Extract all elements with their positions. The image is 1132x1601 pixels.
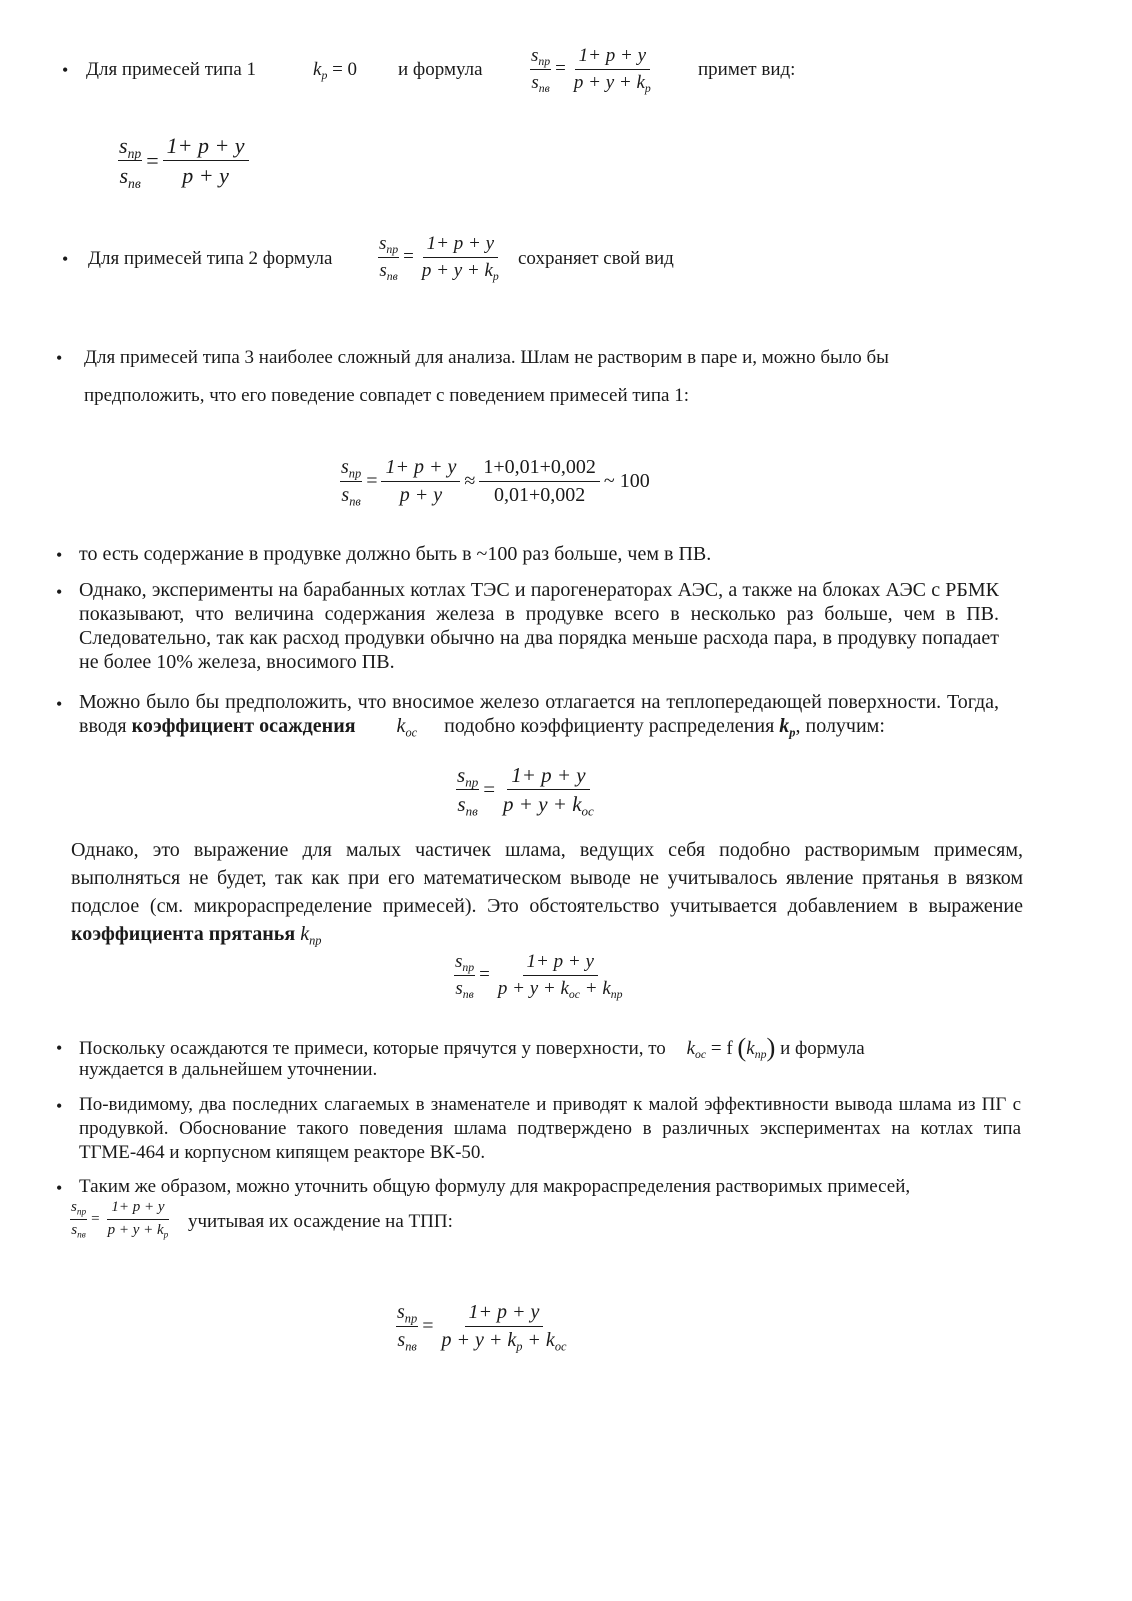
sec1-intro: [86, 58, 256, 82]
formula-final: $\frac{s_{пр}}{s_{пв}}$ = $\frac{1+ p + y}{p + y + k_p + k_{ос}}$: [397, 1301, 567, 1354]
bullet: •: [56, 1096, 63, 1116]
sec2-text-b: сохраняет свой вид: [518, 248, 674, 269]
bullet: •: [56, 582, 63, 602]
p5-text: Однако, эксперименты на барабанных котлах ТЭС и парогенераторах АЭС, а также на блоках АЭС с РБМК показывают, что величина содержания железа в продувке всего в несколько раз больше, чем в ПВ. Следовательно, так как расход продувки обычно на два порядка меньше расхода пара, в продувку попадает не более 10% железа, вносимого ПВ.: [79, 579, 999, 673]
p10-text-b: учитывая их осаждение на ТПП:: [188, 1211, 453, 1232]
sec1-condition: [313, 58, 357, 82]
sec1-text-c: примет вид:: [698, 59, 796, 80]
p10-formula-inline: $\frac{s_{пр}}{s_{пв}}$ = $\frac{1+ p + y}{p + y + k_p}$: [71, 1199, 169, 1240]
p6-text: Можно было бы предположить, что вносимое железо отлагается на теплопередающей поверхности. Тогда, вводя коэффициент осаждения $k_{ос}$ подобно коэффициенту распределения $k_p$, получим:: [79, 691, 999, 740]
p4-text: то есть содержание в продувке должно быть в ~100 раз больше, чем в ПВ.: [79, 543, 712, 565]
bullet: •: [56, 1038, 63, 1058]
sec1-text-b: и формула: [398, 59, 483, 80]
k-symbol: k: [313, 59, 322, 80]
p7-text: Однако, это выражение для малых частичек шлама, ведущих себя подобно растворимым примесям, выполняться не будет, так как при его математическом выводе не учитывалось явление прятанья в вязком подслое (см. микрораспределение примесей). Это обстоятельство учитывается добавлением в выражение коэффициента прятанья $k_{пр}$: [71, 839, 1023, 948]
sec3-line2: предположить, что его поведение совпадет с поведением примесей типа 1:: [84, 385, 689, 406]
formula-with-koc-kpr: $\frac{s_{пр}}{s_{пв}}$ = $\frac{1+ p + y}{p + y + k_{ос} + k_{пр}}$: [455, 951, 623, 1002]
bullet: •: [56, 545, 63, 565]
cond-rhs: = 0: [332, 59, 358, 80]
sec2-text-a: Для примесей типа 2 формула: [88, 248, 333, 269]
p8-line2: нуждается в дальнейшем уточнении.: [79, 1059, 378, 1080]
k-subscript: р: [321, 69, 328, 83]
sec3-line1: Для примесей типа 3 наиболее сложный для анализа. Шлам не растворим в паре и, можно было бы: [84, 347, 889, 368]
p10-line1: Таким же образом, можно уточнить общую формулу для макрораспределения растворимых примесей,: [79, 1176, 911, 1197]
sec2-formula: $\frac{s_{пр}}{s_{пв}}$ = $\frac{1+ p + y}{p + y + k_p}$: [379, 233, 499, 284]
formula-type3-estimate: $\frac{s_{пр}}{s_{пв}}$ = $\frac{1+ p + y}{p + y}$ ≈ $\frac{1+0,01+0,002}{0,01+0,002}$ ~ 100: [341, 456, 650, 509]
sec1-text-a: Для примесей типа 1: [86, 59, 257, 80]
bullet: •: [56, 348, 63, 368]
bullet: •: [56, 694, 63, 714]
p8-line1: Поскольку осаждаются те примеси, которые прячутся у поверхности, то $k_{ос} = f$ $(k_{пр})$ и формула: [79, 1032, 865, 1062]
s-ratio: $\frac{s_{пр}}{s_{пв}}$: [531, 45, 551, 96]
sec1-formula-inline: $\frac{s_{пр}}{s_{пв}}$ = $\frac{1+ p + y}{p + y + k_p}$: [530, 46, 655, 93]
p9-text: По-видимому, два последних слагаемых в знаменателе и приводят к малой эффективности вывода шлама из ПГ с продувкой. Обоснование такого поведения шлама подтверждено в различных экспериментах на котлах типа ТГМЕ-464 и корпусном кипящем реакторе ВК-50.: [79, 1094, 1021, 1163]
formula-with-koc: $\frac{s_{пр}}{s_{пв}}$ = $\frac{1+ p + y}{p + y + k_{ос}}$: [457, 763, 594, 819]
formula-type1: $\frac{s_{пр}}{s_{пв}}$ = $\frac{1+ p + y}{p + y}$: [118, 134, 249, 187]
bullet: •: [62, 249, 69, 269]
bullet: •: [62, 60, 69, 80]
bullet: •: [56, 1178, 63, 1198]
rhs-fraction: $\frac{1+ p + y}{p + y + k_p}$: [573, 45, 651, 96]
